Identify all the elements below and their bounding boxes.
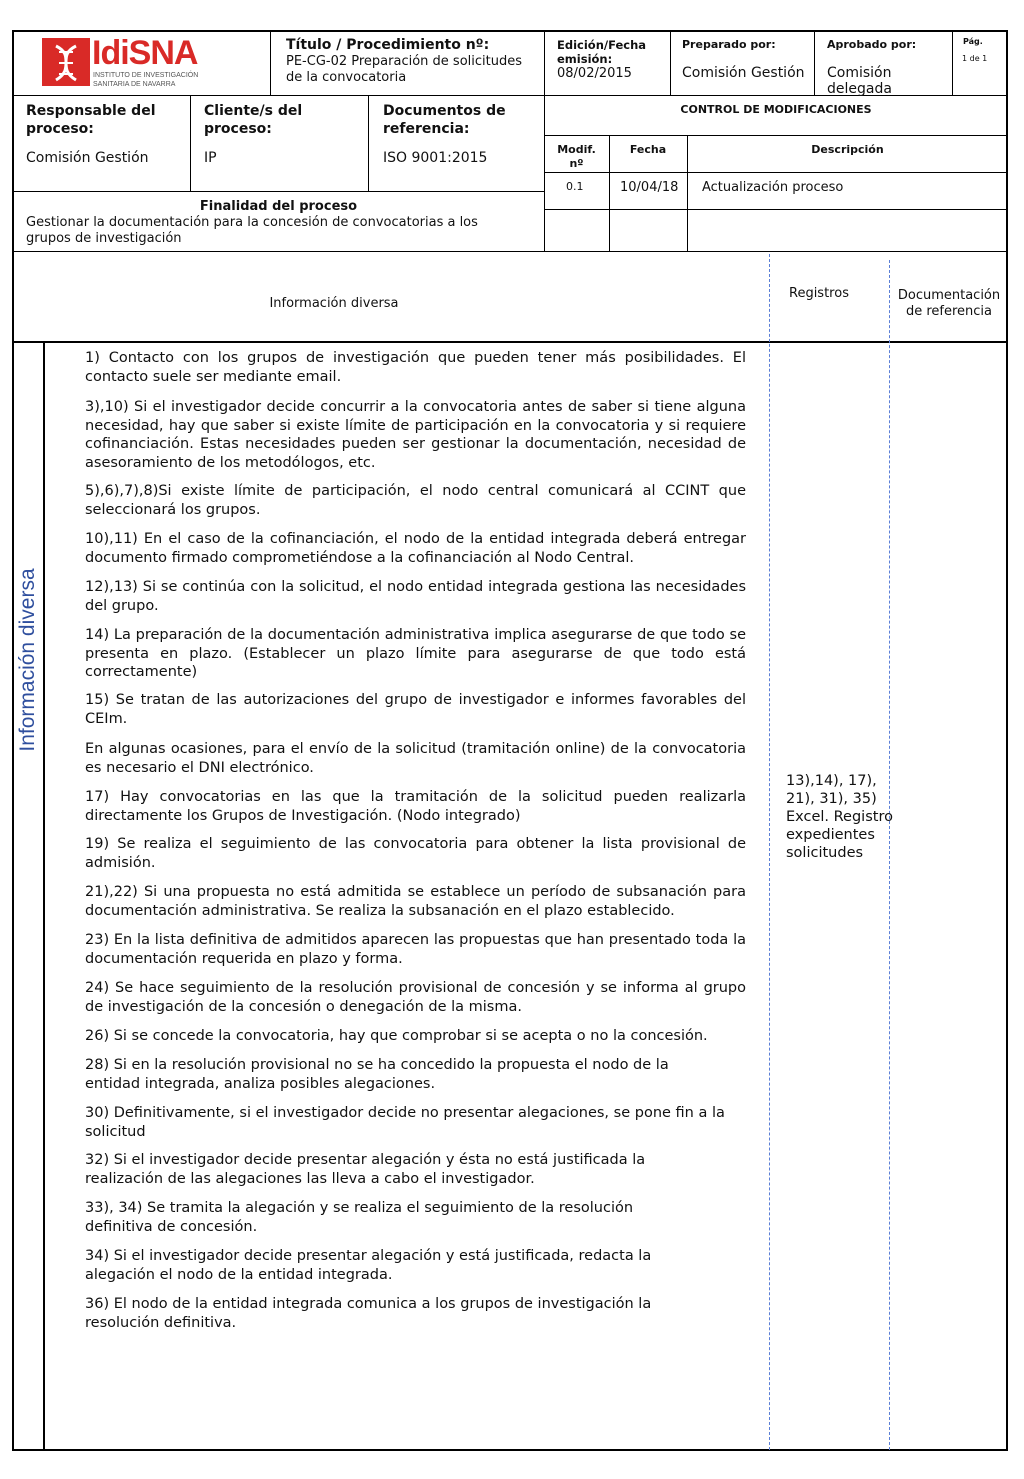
column-divider-dashed: [769, 254, 770, 1450]
responsible-label: Responsable del proceso:: [26, 103, 156, 137]
divider: [544, 172, 1008, 173]
side-vertical-label: Información diversa: [16, 568, 39, 752]
info-paragraph: 24) Se hace seguimiento de la resolución provisional de concesión y se informa al grupo de investigación de la concesión o denegación de la misma.: [85, 980, 746, 1015]
date-col-header: Fecha: [629, 143, 667, 156]
prepared-label: Preparado por:: [682, 38, 776, 51]
info-paragraph: 32) Si el investigador decide presentar alegación y ésta no está justificada la realización de las alegaciones las lleva a cabo el investigador.: [85, 1152, 646, 1187]
outer-border-top: [12, 30, 1008, 32]
mod-row-number: 0.1: [566, 180, 584, 193]
divider: [544, 30, 545, 252]
mod-row-date: 10/04/18: [620, 180, 679, 195]
approved-label: Aprobado por:: [827, 38, 917, 51]
docref-column-header: Documentación de referencia: [897, 288, 1001, 319]
divider: [12, 341, 1008, 343]
info-paragraph: 3),10) Si el investigador decide concurrir a la convocatoria antes de saber si tiene alguna necesidad, hay que saber si existe límite de participación en la convocatoria y si requiere cofinanciación. Estas necesidades pueden ser gestionar la documentación, necesidad de asesoramiento de los metodólogos, etc.: [85, 399, 746, 471]
divider: [814, 30, 815, 96]
page-value: 1 de 1: [962, 54, 988, 63]
info-paragraph: 5),6),7),8)Si existe límite de participación, el nodo central comunicará al CCINT que seleccionará los grupos.: [85, 483, 746, 518]
info-paragraph: 21),22) Si una propuesta no está admitida se establece un período de subsanación para documentación administrativa. Se realiza la subsanación en el plazo establecido.: [85, 884, 746, 919]
info-paragraph: 23) En la lista definitiva de admitidos aparecen las propuestas que han presentado toda la documentación requerida en plazo y forma.: [85, 932, 746, 967]
purpose-value: Gestionar la documentación para la concesión de convocatorias a los grupos de investigación: [26, 215, 478, 246]
logo-subtitle-2: SANITARIA DE NAVARRA: [93, 81, 176, 88]
info-paragraph: 26) Si se concede la convocatoria, hay que comprobar si se acepta o no la concesión.: [85, 1028, 708, 1044]
info-paragraph: 17) Hay convocatorias en las que la tramitación de la solicitud pueden realizarla directamente los Grupos de Investigación. (Nodo integrado): [85, 789, 746, 824]
mod-row-desc: Actualización proceso: [702, 180, 844, 195]
approved-value: Comisión delegada: [827, 65, 892, 97]
divider: [270, 30, 271, 96]
divider: [368, 96, 369, 192]
divider: [544, 135, 1008, 136]
logo-name: IdiSNA: [92, 34, 198, 72]
edition-value: 08/02/2015: [557, 66, 632, 81]
registros-text: 13),14), 17), 21), 31), 35) Excel. Registro expedientes solicitudes: [786, 773, 893, 861]
divider: [12, 191, 545, 192]
info-paragraph: 36) El nodo de la entidad integrada comunica a los grupos de investigación la resolución definitiva.: [85, 1296, 652, 1331]
divider: [544, 209, 1008, 210]
title-value: PE-CG-02 Preparación de solicitudes de la convocatoria: [286, 54, 522, 85]
docs-ref-label: Documentos de referencia:: [383, 103, 506, 137]
registros-column-header: Registros: [789, 286, 849, 301]
info-paragraph: 19) Se realiza el seguimiento de las convocatoria para obtener la lista provisional de admisión.: [85, 836, 746, 871]
divider: [43, 342, 45, 1450]
desc-col-header: Descripción: [811, 143, 884, 156]
divider: [190, 96, 191, 192]
divider: [12, 251, 1008, 252]
clients-value: IP: [204, 150, 217, 166]
info-paragraph: 34) Si el investigador decide presentar alegación y está justificada, redacta la alegación el nodo de la entidad integrada.: [85, 1248, 652, 1283]
outer-border-left: [12, 30, 14, 1450]
info-column-header: Información diversa: [269, 296, 399, 311]
docs-ref-value: ISO 9001:2015: [383, 150, 488, 166]
edition-label: Edición/Fecha emisión:: [557, 38, 647, 66]
prepared-value: Comisión Gestión: [682, 65, 805, 81]
info-paragraph: 10),11) En el caso de la cofinanciación, el nodo de la entidad integrada deberá entregar documento firmado comprometiéndose a la cofinanciación al Nodo Central.: [85, 531, 746, 566]
responsible-value: Comisión Gestión: [26, 150, 149, 166]
info-paragraph: 14) La preparación de la documentación administrativa implica asegurarse de que todo se presenta en plazo. (Establecer un plazo límite para asegurarse de que todo está correctamente): [85, 627, 746, 680]
info-paragraph: 15) Se tratan de las autorizaciones del grupo de investigador e informes favorables del CEIm.: [85, 692, 746, 727]
outer-border-right: [1006, 30, 1008, 1450]
info-paragraph: 1) Contacto con los grupos de investigación que pueden tener más posibilidades. El contacto suele ser mediante email.: [85, 350, 746, 385]
modifications-title: CONTROL DE MODIFICACIONES: [680, 103, 872, 116]
purpose-label: Finalidad del proceso: [199, 199, 358, 214]
page-label: Pág.: [963, 37, 983, 46]
info-paragraph: 30) Definitivamente, si el investigador decide no presentar alegaciones, se pone fin a la solicitud: [85, 1105, 725, 1140]
info-paragraph: 28) Si en la resolución provisional no se ha concedido la propuesta el nodo de la entidad integrada, analiza posibles alegaciones.: [85, 1057, 669, 1092]
divider: [670, 30, 671, 96]
info-paragraph: 12),13) Si se continúa con la solicitud, el nodo entidad integrada gestiona las necesidades del grupo.: [85, 579, 746, 614]
logo-subtitle-1: INSTITUTO DE INVESTIGACIÓN: [93, 72, 199, 79]
info-paragraph: En algunas ocasiones, para el envío de la solicitud (tramitación online) de la convocatoria es necesario el DNI electrónico.: [85, 741, 746, 776]
title-label: Título / Procedimiento nº:: [286, 37, 490, 53]
mod-col-header: Modif. nº: [557, 143, 596, 170]
outer-border-bottom: [12, 1449, 1008, 1451]
divider: [952, 30, 953, 96]
clients-label: Cliente/s del proceso:: [204, 103, 303, 137]
info-paragraph: 33), 34) Se tramita la alegación y se realiza el seguimiento de la resolución definitiva de concesión.: [85, 1200, 634, 1235]
